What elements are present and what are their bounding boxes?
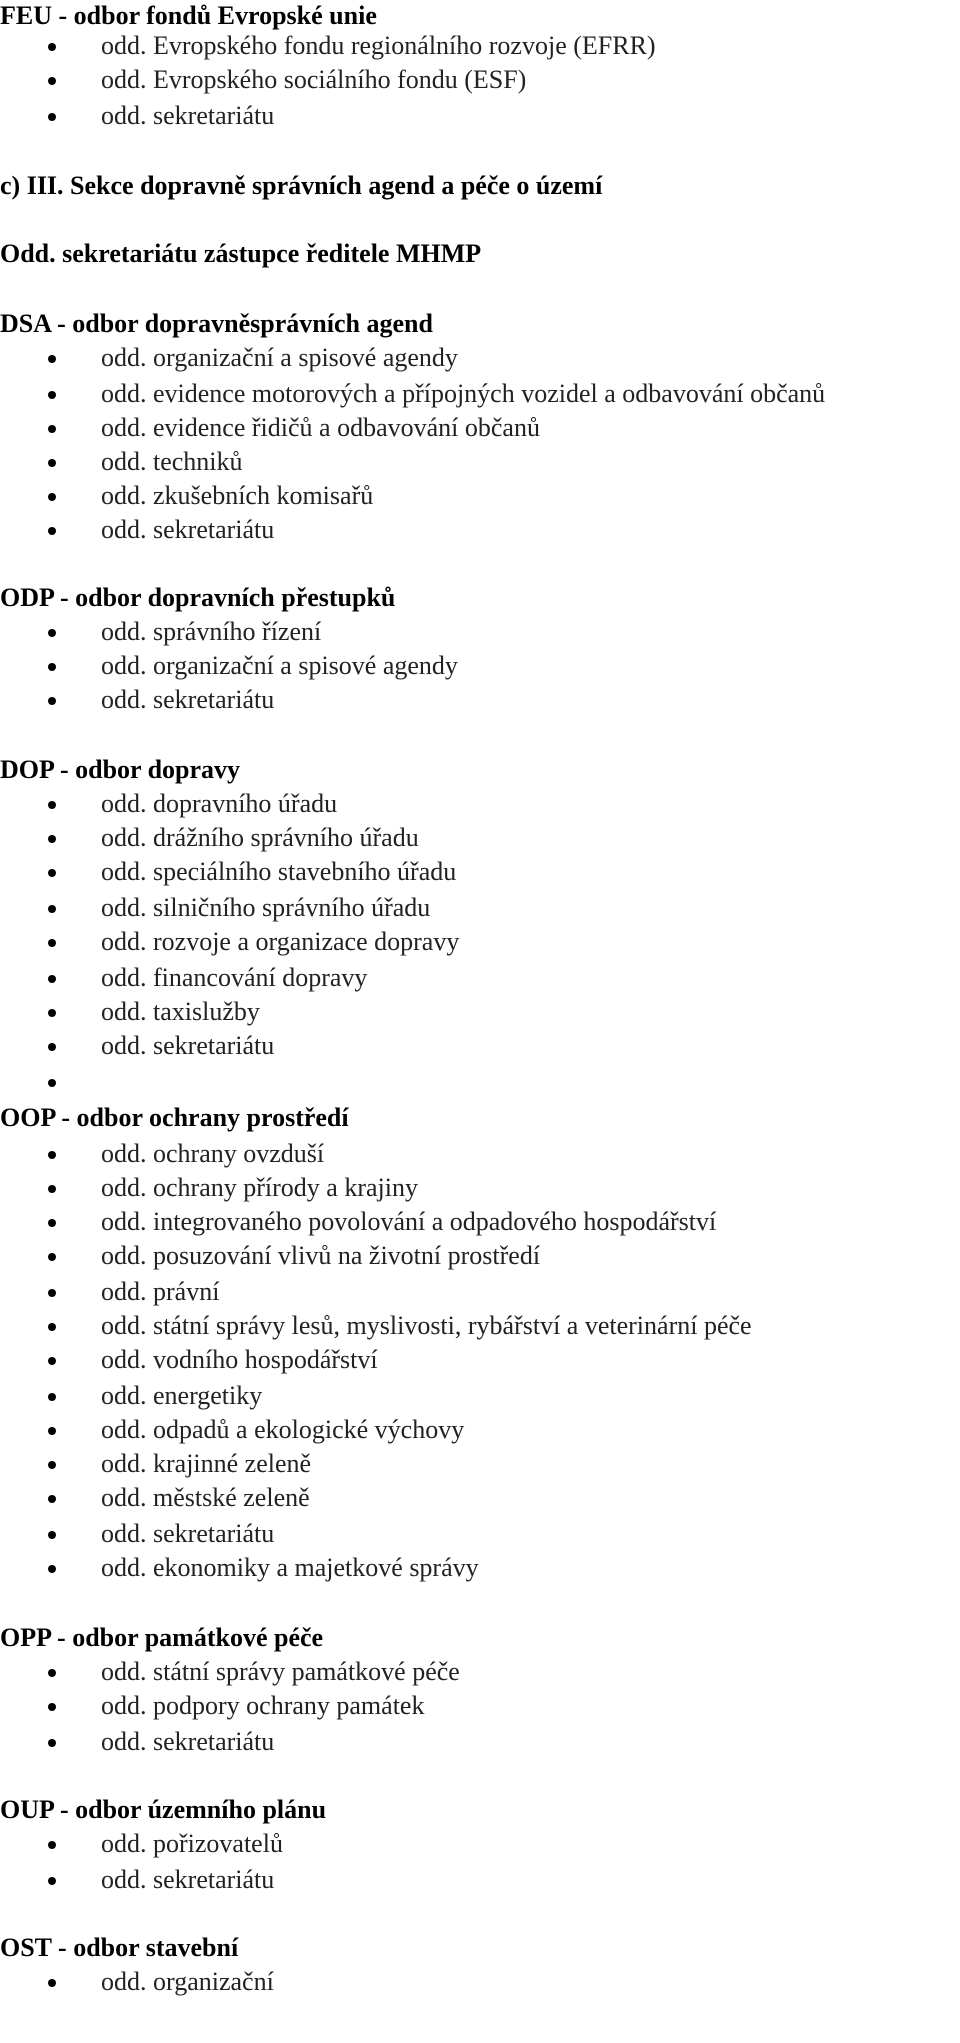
bullet-icon — [48, 1495, 56, 1503]
list-item-label: odd. pořizovatelů — [101, 1829, 283, 1858]
bullet-icon — [48, 869, 56, 877]
list-item-label: odd. ekonomiky a majetkové správy — [101, 1553, 479, 1582]
bullet-icon — [48, 1427, 56, 1435]
section-heading: OST - odbor stavební — [0, 1933, 239, 1962]
bullet-icon — [48, 1877, 56, 1885]
list-item-label: odd. městské zeleně — [101, 1483, 310, 1512]
bullet-icon — [48, 1043, 56, 1051]
list-item-label: odd. sekretariátu — [101, 685, 275, 714]
list-item-label: odd. financování dopravy — [101, 963, 368, 992]
list-item-label: odd. sekretariátu — [101, 1865, 275, 1894]
bullet-icon — [48, 1357, 56, 1365]
bullet-icon — [48, 1289, 56, 1297]
list-item-label: odd. státní správy lesů, myslivosti, rybářství a veterinární péče — [101, 1311, 752, 1340]
section-heading: Odd. sekretariátu zástupce ředitele MHMP — [0, 239, 482, 268]
list-item-label: odd. posuzování vlivů na životní prostředí — [101, 1241, 541, 1270]
bullet-icon — [48, 1565, 56, 1573]
bullet-icon — [48, 975, 56, 983]
bullet-icon — [48, 1703, 56, 1711]
bullet-icon — [48, 1461, 56, 1469]
list-item-label: odd. podpory ochrany památek — [101, 1691, 425, 1720]
list-item-label: odd. státní správy památkové péče — [101, 1657, 460, 1686]
list-item-label: odd. integrovaného povolování a odpadového hospodářství — [101, 1207, 717, 1236]
section-heading: FEU - odbor fondů Evropské unie — [0, 1, 377, 30]
bullet-icon — [48, 1185, 56, 1193]
section-heading: DOP - odbor dopravy — [0, 755, 241, 784]
list-item-label: odd. organizační — [101, 1967, 274, 1996]
bullet-icon — [48, 1979, 56, 1987]
list-item-label: odd. vodního hospodářství — [101, 1345, 378, 1374]
bullet-icon — [48, 459, 56, 467]
bullet-icon — [48, 1841, 56, 1849]
section-heading: c) III. Sekce dopravně správních agend a péče o území — [0, 171, 603, 200]
bullet-icon — [48, 939, 56, 947]
bullet-icon — [48, 1393, 56, 1401]
list-item-label: odd. ochrany přírody a krajiny — [101, 1173, 418, 1202]
list-item-label: odd. ochrany ovzduší — [101, 1139, 325, 1168]
bullet-icon — [48, 663, 56, 671]
list-item-label: odd. silničního správního úřadu — [101, 893, 431, 922]
list-item-label: odd. sekretariátu — [101, 1519, 275, 1548]
list-item-label: odd. organizační a spisové agendy — [101, 343, 458, 372]
bullet-icon — [48, 1151, 56, 1159]
section-heading: ODP - odbor dopravních přestupků — [0, 583, 396, 612]
bullet-icon — [48, 355, 56, 363]
list-item-label: odd. zkušebních komisařů — [101, 481, 374, 510]
list-item-label: odd. rozvoje a organizace dopravy — [101, 927, 460, 956]
list-item-label: odd. sekretariátu — [101, 101, 275, 130]
list-item-label: odd. krajinné zeleně — [101, 1449, 312, 1478]
section-heading: OUP - odbor územního plánu — [0, 1795, 327, 1824]
bullet-icon — [48, 1219, 56, 1227]
bullet-icon — [48, 629, 56, 637]
bullet-icon — [48, 1009, 56, 1017]
list-item-label: odd. sekretariátu — [101, 1727, 275, 1756]
bullet-icon — [48, 1253, 56, 1261]
bullet-icon — [48, 1079, 56, 1087]
list-item-label: odd. evidence motorových a přípojných vozidel a odbavování občanů — [101, 379, 826, 408]
section-heading: DSA - odbor dopravněsprávních agend — [0, 309, 433, 338]
list-item-label: odd. speciálního stavebního úřadu — [101, 857, 457, 886]
bullet-icon — [48, 1739, 56, 1747]
list-item-label: odd. sekretariátu — [101, 1031, 275, 1060]
bullet-icon — [48, 1323, 56, 1331]
bullet-icon — [48, 391, 56, 399]
list-item-label: odd. drážního správního úřadu — [101, 823, 419, 852]
bullet-icon — [48, 77, 56, 85]
list-item-label: odd. energetiky — [101, 1381, 263, 1410]
list-item-label: odd. evidence řidičů a odbavování občanů — [101, 413, 540, 442]
section-heading: OOP - odbor ochrany prostředí — [0, 1103, 349, 1132]
list-item-label: odd. Evropského sociálního fondu (ESF) — [101, 65, 527, 94]
bullet-icon — [48, 905, 56, 913]
bullet-icon — [48, 1669, 56, 1677]
list-item-label: odd. Evropského fondu regionálního rozvoje (EFRR) — [101, 31, 656, 60]
list-item-label: odd. organizační a spisové agendy — [101, 651, 458, 680]
bullet-icon — [48, 835, 56, 843]
bullet-icon — [48, 113, 56, 121]
bullet-icon — [48, 527, 56, 535]
list-item-label: odd. správního řízení — [101, 617, 322, 646]
list-item-label: odd. dopravního úřadu — [101, 789, 338, 818]
bullet-icon — [48, 493, 56, 501]
bullet-icon — [48, 425, 56, 433]
list-item-label: odd. taxislužby — [101, 997, 260, 1026]
list-item-label: odd. odpadů a ekologické výchovy — [101, 1415, 465, 1444]
bullet-icon — [48, 1531, 56, 1539]
list-item-label: odd. techniků — [101, 447, 243, 476]
section-heading: OPP - odbor památkové péče — [0, 1623, 324, 1652]
bullet-icon — [48, 43, 56, 51]
list-item-label: odd. sekretariátu — [101, 515, 275, 544]
bullet-icon — [48, 697, 56, 705]
list-item-label: odd. právní — [101, 1277, 220, 1306]
bullet-icon — [48, 801, 56, 809]
